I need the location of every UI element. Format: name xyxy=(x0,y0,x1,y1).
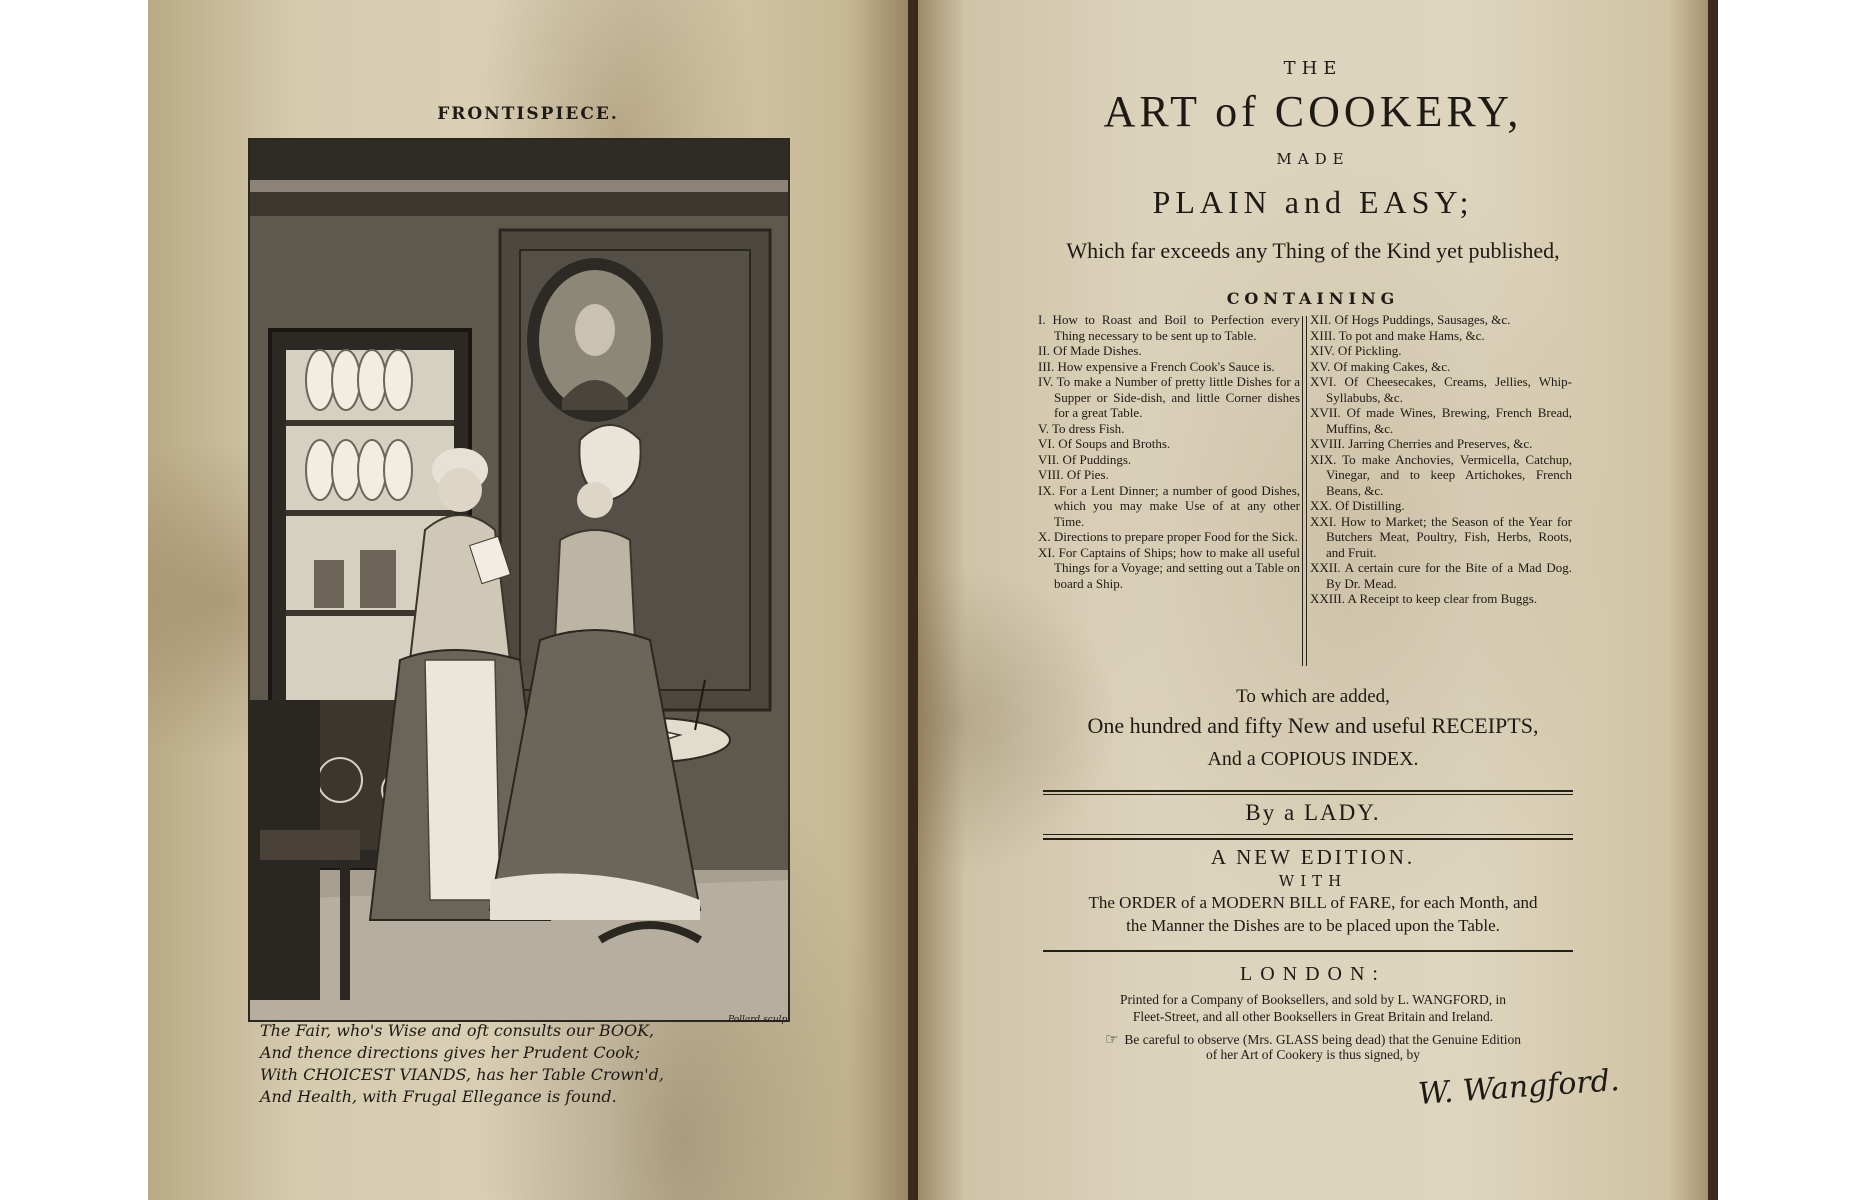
contents-item: XXIII. A Receipt to keep clear from Buggs. xyxy=(1310,591,1538,606)
contents-item: XVI. Of Cheesecakes, Creams, Jellies, Whip-Syllabubs, &c. xyxy=(1310,374,1572,405)
contents-item: IV. To make a Number of pretty little Dishes for a Supper or Side-dish, and little Corner dishes for a great Table. xyxy=(1038,374,1300,420)
caution-text: Be careful to observe (Mrs. GLASS being dead) that the Genuine Edition xyxy=(1124,1032,1522,1047)
imprint-fleet-street: Fleet-Street, and all other Booksellers in Great Britain and Ireland. xyxy=(1132,1009,1494,1024)
contents-item: VIII. Of Pies. xyxy=(1038,467,1109,482)
title-plain-and-easy: PLAIN and EASY; xyxy=(1152,184,1474,220)
contents-item: I. How to Roast and Boil to Perfection every Thing necessary to be sent up to Table. xyxy=(1038,312,1300,343)
contents-item: XX. Of Distilling. xyxy=(1310,498,1405,513)
contents-item: XI. For Captains of Ships; how to make all useful Things for a Voyage; and setting out a Table on board a Ship. xyxy=(1038,544,1300,591)
wangford-signature: W. Wangford. xyxy=(1417,1063,1621,1112)
edition-line: A NEW EDITION. xyxy=(1210,845,1416,869)
double-rule xyxy=(1043,790,1573,792)
author-line: By a LADY. xyxy=(1245,800,1381,825)
pointing-hand-icon: ☞ xyxy=(1104,1032,1119,1048)
index-line: And a COPIOUS INDEX. xyxy=(1207,748,1419,770)
kitchen-engraving xyxy=(250,140,788,1020)
double-rule xyxy=(1043,794,1573,795)
engraving-plate xyxy=(248,138,790,1022)
frontispiece-verse xyxy=(260,1020,780,1108)
contents-item: II. Of Made Dishes. xyxy=(1038,343,1142,358)
double-rule xyxy=(1043,834,1573,835)
left-page xyxy=(148,0,908,1200)
imprint-printed: Printed for a Company of Booksellers, and sold by L. WANGFORD, in xyxy=(1120,992,1506,1007)
imprint-city: LONDON: xyxy=(1240,963,1386,985)
contents-item: X. Directions to prepare proper Food for the Sick. xyxy=(1038,529,1298,544)
contents-item: XVII. Of made Wines, Brewing, French Bread, Muffins, &c. xyxy=(1310,405,1572,436)
title-page xyxy=(918,0,1708,1200)
verse-line: The Fair, who's Wise and oft consults our BOOK, xyxy=(260,1021,655,1040)
contents-item: XVIII. Jarring Cherries and Preserves, &c. xyxy=(1310,436,1533,451)
contents-item: XXII. A certain cure for the Bite of a Mad Dog. By Dr. Mead. xyxy=(1310,560,1572,591)
contents-column-left xyxy=(1038,312,1300,591)
bill-of-fare-line: The ORDER of a MODERN BILL of FARE, for each Month, and xyxy=(1088,893,1538,912)
verse-line: And Health, with Frugal Ellegance is found. xyxy=(260,1087,617,1106)
receipts-line: One hundred and fifty New and useful RECEIPTS, xyxy=(1087,713,1539,738)
contents-item: XV. Of making Cakes, &c. xyxy=(1310,358,1451,374)
contents-item: XXI. How to Market; the Season of the Year for Butchers Meat, Poultry, Fish, Herbs, Roots, and Fruit. xyxy=(1310,513,1572,560)
contents-item: III. How expensive a French Cook's Sauce is. xyxy=(1038,358,1275,374)
contents-item: VI. Of Soups and Broths. xyxy=(1038,436,1171,451)
contents-item: IX. For a Lent Dinner; a number of good Dishes, which you may make Use of at any other Time. xyxy=(1038,482,1300,529)
manner-line: the Manner the Dishes are to be placed upon the Table. xyxy=(1126,916,1500,935)
contents-item: XIII. To pot and make Hams, &c. xyxy=(1310,327,1485,343)
frontispiece-heading: FRONTISPIECE. xyxy=(437,104,619,124)
contents-item: VII. Of Puddings. xyxy=(1038,451,1132,467)
signed-line: of her Art of Cookery is thus signed, by xyxy=(1205,1047,1421,1062)
contents-column-right xyxy=(1310,312,1572,607)
subtitle: Which far exceeds any Thing of the Kind yet published, xyxy=(1066,238,1560,263)
engraver-signature: Pollard sculp xyxy=(728,1015,788,1025)
containing-heading: CONTAINING xyxy=(1226,289,1400,308)
contents-item: XII. Of Hogs Puddings, Sausages, &c. xyxy=(1310,312,1511,327)
contents-item: XIV. Of Pickling. xyxy=(1310,343,1402,358)
book-title: ART of COOKERY, xyxy=(1103,87,1523,136)
rule xyxy=(1043,950,1573,952)
contents-item: V. To dress Fish. xyxy=(1038,420,1125,436)
verse-line: With CHOICEST VIANDS, has her Table Crown'd, xyxy=(260,1065,664,1084)
with-line: WITH xyxy=(1278,872,1348,890)
double-rule xyxy=(1043,838,1573,840)
title-made: MADE xyxy=(1276,150,1350,168)
title-the: THE xyxy=(1283,58,1343,79)
open-book xyxy=(148,0,1718,1200)
contents-item: XIX. To make Anchovies, Vermicella, Catchup, Vinegar, and to keep Artichokes, French Beans, &c. xyxy=(1310,451,1572,498)
added-line: To which are added, xyxy=(1236,686,1390,707)
column-divider xyxy=(1302,316,1307,666)
verse-line: And thence directions gives her Prudent Cook; xyxy=(260,1043,640,1062)
